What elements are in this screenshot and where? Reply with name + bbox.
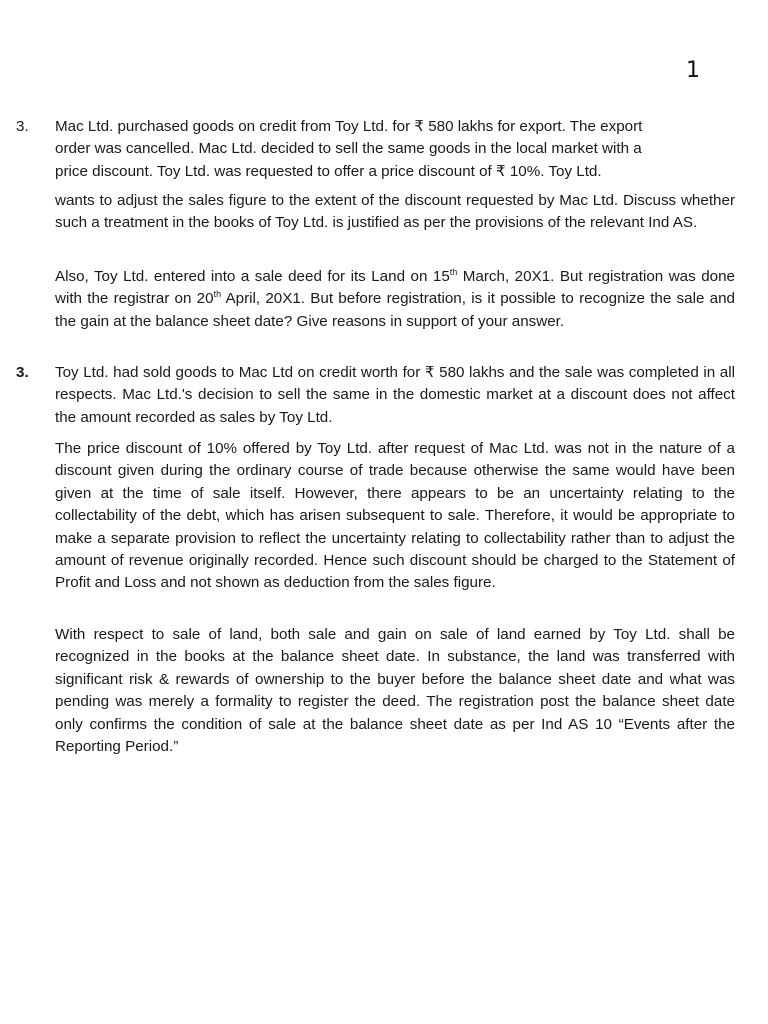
answer-paragraph-2: The price discount of 10% offered by Toy Ltd. after request of Mac Ltd. was not in the nature of a discount given during the ordinary course of trade because otherwise the same would have been given at the time of sale itself. However, there appears to be an uncertainty relating to the collectability of the debt, which has arisen subsequent to sale. Therefore, it would be appropriate to make a separate provision to reflect the uncertainty relating to collectability rather than to adjust the amount of revenue originally recorded. Hence such discount should be charged to the Statement of Profit and Loss and not shown as deduction from the sales figure. <box>55 440 735 592</box>
answer-number: 3. <box>16 364 29 381</box>
question-number: 3. <box>16 118 29 135</box>
answer-paragraph-1: Toy Ltd. had sold goods to Mac Ltd on credit worth for ₹ 580 lakhs and the sale was completed in all respects. Mac Ltd.'s decision to sell the same in the domestic market at a discount does not affect the amount recorded as sales by Toy Ltd. <box>55 364 735 426</box>
question-line: price discount. Toy Ltd. was requested to offer a price discount of ₹ 10%. Toy Ltd. <box>55 162 602 180</box>
question-line: order was cancelled. Mac Ltd. decided to sell the same goods in the local market with a <box>55 140 642 158</box>
question-paragraph-2: wants to adjust the sales figure to the extent of the discount requested by Mac Ltd. Discuss whether such a treatment in the books of Toy Ltd. is justified as per the provisions of the relevant Ind AS. <box>55 192 735 232</box>
question-paragraph-1 <box>55 116 735 183</box>
answer-paragraph-3: With respect to sale of land, both sale and gain on sale of land earned by Toy Ltd. shall be recognized in the books at the balance sheet date. In substance, the land was transferred with significant risk & rewards of ownership to the buyer before the balance sheet date and what was pending was merely a formality to register the deed. The registration post the balance sheet date only confirms the condition of sale at the balance sheet date as per Ind AS 10 “Events after the Reporting Period.” <box>55 626 735 756</box>
question-paragraph-3: Also, Toy Ltd. entered into a sale deed for its Land on 15th March, 20X1. But registration was done with the registrar on 20th April, 20X1. But before registration, is it possible to recognize the sale and the gain at the balance sheet date? Give reasons in support of your answer. <box>55 266 735 330</box>
question-line: Mac Ltd. purchased goods on credit from Toy Ltd. for ₹ 580 lakhs for export. The export <box>55 118 643 135</box>
page-number: 1 <box>686 58 700 83</box>
